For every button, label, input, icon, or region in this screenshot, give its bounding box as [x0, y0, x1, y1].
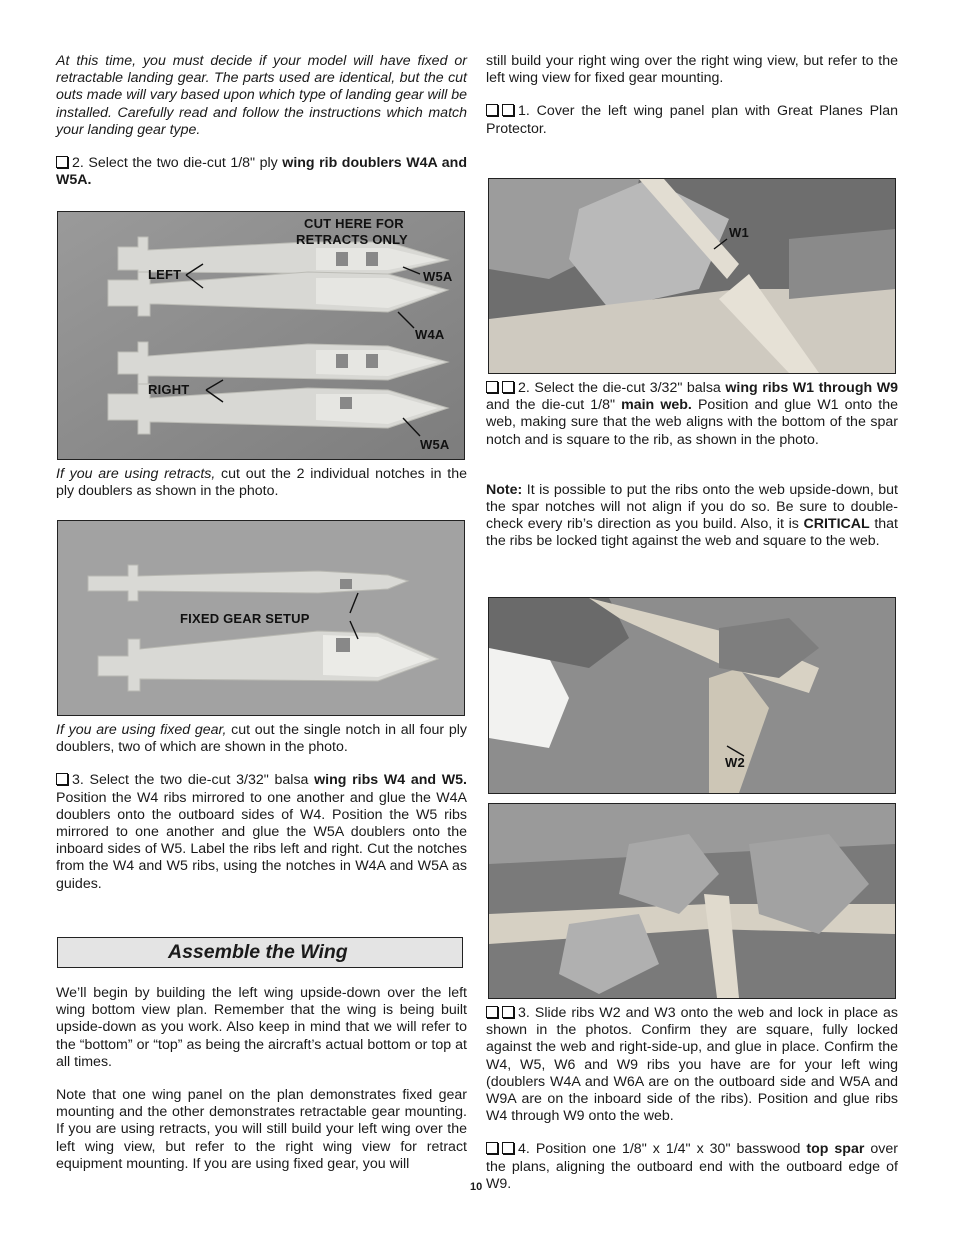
right-step3-4-block: [486, 1005, 898, 1193]
label-w5a-bottom: W5A: [420, 437, 450, 452]
checkbox-icon[interactable]: [56, 156, 68, 168]
photo-fixed-gear: [57, 520, 465, 716]
checkbox-icon[interactable]: [486, 381, 498, 393]
assemble-paragraph-1: We’ll begin by building the left wing upside-down over the left wing bottom view plan. Remember that the wing is being built upside-down as you work. Also keep in mind that we will refer to the “bottom” or “top” as being the aircraft’s actual bottom or top at all times.: [56, 985, 467, 1070]
label-w5a-top: W5A: [423, 269, 453, 284]
fixed-gear-paragraph: If you are using fixed gear, cut out the single notch in all four ply doublers, two of which are shown in the photo.: [56, 722, 467, 756]
intro-paragraph: At this time, you must decide if your model will have fixed or retractable landing gear. The parts used are identical, but the cut outs made will vary based upon which type of landing gear will be installed. Carefully read and follow the instructions which match your landing gear type.: [56, 53, 467, 138]
assemble-paragraph-2: Note that one wing panel on the plan demonstrates fixed gear mounting and the other demonstrates retractable gear mounting. If you are using retracts, you will still build your left wing over the left wing view, but refer to the right wing view for retract equipment mounting. If you are using fixed gear, you will: [56, 1087, 467, 1172]
checkbox-icon[interactable]: [486, 104, 498, 116]
checkbox-icon[interactable]: [486, 1142, 498, 1154]
photo-rib-doublers: [57, 211, 465, 460]
note-paragraph: Note: It is possible to put the ribs onto the web upside-down, but the spar notches will not align if you do so. Be sure to double-check every rib’s direction as you build. Also, it is CRITICAL that the ribs be locked tight against the web and square to the web.: [486, 481, 898, 550]
label-w2: W2: [725, 755, 745, 770]
left-column: [56, 53, 467, 189]
right-column-top: [486, 53, 898, 138]
checkbox-icon[interactable]: [486, 1006, 498, 1018]
step-3-left: 3. Select the two die-cut 3/32" balsa wing ribs W4 and W5. Position the W4 ribs mirrored to one another and glue the W4A doublers onto the outboard sides of W4. Position the W5 ribs mirrored to one another and glue the W5A doublers onto the inboard sides of W5. Label the ribs left and right. Cut the notches from the W4 and W5 ribs, using the notches in W4A and W5A as guides.: [56, 772, 468, 892]
label-w1: W1: [729, 225, 749, 240]
label-left: LEFT: [148, 267, 182, 282]
label-retracts-only: RETRACTS ONLY: [296, 232, 408, 247]
step-4-right: 4. Position one 1/8" x 1/4" x 30" basswood top spar over the plans, aligning the outboard end with the outboard edge of W9.: [486, 1141, 898, 1192]
label-fixed-gear-setup: FIXED GEAR SETUP: [180, 611, 310, 626]
step-1-right: 1. Cover the left wing panel plan with Great Planes Plan Protector.: [486, 103, 898, 137]
checkbox-icon[interactable]: [56, 773, 68, 785]
right-step2-block: [486, 380, 898, 551]
continued-paragraph: still build your right wing over the right wing view, but refer to the left wing view for fixed gear mounting.: [486, 53, 898, 87]
photo-ribs-web: [488, 803, 896, 999]
page-number: 10: [470, 1181, 483, 1193]
checkbox-icon[interactable]: [502, 1006, 514, 1018]
step-2-right: 2. Select the die-cut 3/32" balsa wing ribs W1 through W9 and the die-cut 1/8" main web. Position and glue W1 onto the web, making sure that the web aligns with the bottom of the spar notch and is square to the rib, as shown in the photo.: [486, 380, 898, 448]
step-2-left: 2. Select the two die-cut 1/8" ply wing rib doublers W4A and W5A.: [56, 155, 467, 189]
checkbox-icon[interactable]: [502, 104, 514, 116]
fixed-and-step3-block: [56, 722, 467, 893]
retracts-paragraph-block: [56, 466, 467, 500]
checkbox-icon[interactable]: [502, 1142, 514, 1154]
photo-w1-rib: [488, 178, 896, 374]
label-right: RIGHT: [148, 382, 190, 397]
checkbox-icon[interactable]: [502, 381, 514, 393]
label-w4a: W4A: [415, 327, 445, 342]
label-cut-here: CUT HERE FOR: [304, 216, 404, 231]
section-title-assemble-wing: Assemble the Wing: [57, 937, 463, 968]
step-3-right: 3. Slide ribs W2 and W3 onto the web and lock in place as shown in the photos. Confirm they are square, fully locked against the web and right-side-up, and glue in place. Confirm the W4, W5, W6 and W9 ribs you have are for your left wing (doublers W4A and W6A are on the outboard side and W5A and W9A are on the inboard side of the ribs). Position and glue ribs W4 through W9 onto the web.: [486, 1005, 898, 1125]
assemble-block: [56, 985, 467, 1173]
photo-w2-rib: [488, 597, 896, 794]
retracts-paragraph: If you are using retracts, cut out the 2 individual notches in the ply doublers as shown in the photo.: [56, 466, 467, 500]
